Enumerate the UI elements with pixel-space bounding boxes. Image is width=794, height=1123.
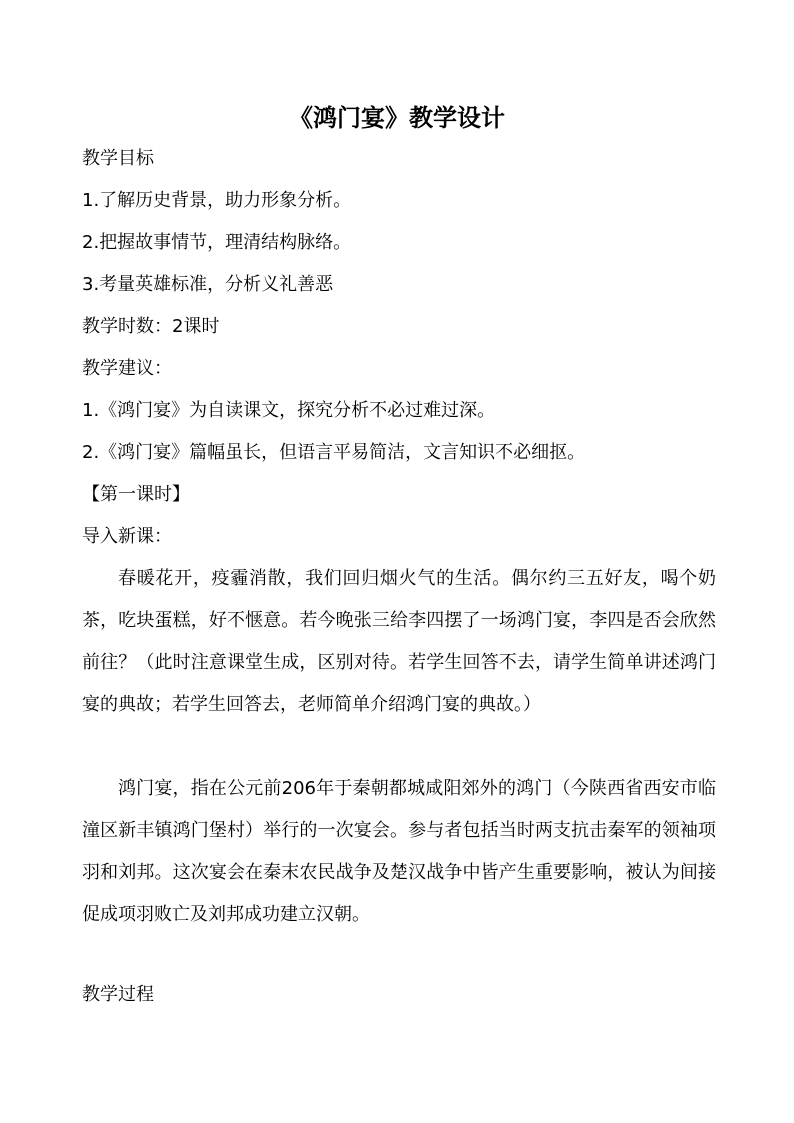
suggestion-item-1: 1.《鸿门宴》为自读课文，探究分析不必过难过深。	[82, 400, 496, 421]
history-paragraph: 鸿门宴，指在公元前206年于秦朝都城咸阳郊外的鸿门（今陕西省西安市临潼区新丰镇鸿门堡村）举行的一次宴会。参与者包括当时两支抗击秦军的领袖项羽和刘邦。这次宴会在秦末农民战争及楚汉战争中皆产生重要影响，被认为间接促成项羽败亡及刘邦成功建立汉朝。	[82, 778, 716, 925]
process-heading: 教学过程	[82, 984, 154, 1005]
objective-item-2: 2.把握故事情节，理清结构脉络。	[82, 232, 352, 253]
suggestion-item-2: 2.《鸿门宴》篇幅虽长，但语言平易简洁，文言知识不必细抠。	[82, 442, 586, 463]
intro-paragraph: 春暖花开，疫霾消散，我们回归烟火气的生活。偶尔约三五好友，喝个奶茶，吃块蛋糕，好不惬意。若今晚张三给李四摆了一场鸿门宴，李四是否会欣然前往？（此时注意课堂生成，区别对待。若学生回答不去，请学生简单讲述鸿门宴的典故；若学生回答去，老师简单介绍鸿门宴的典故。）	[82, 568, 716, 715]
document-title: 《鸿门宴》教学设计	[289, 104, 505, 132]
objectives-heading: 教学目标	[82, 148, 154, 169]
teaching-hours: 教学时数：2课时	[82, 316, 220, 337]
intro-heading: 导入新课：	[82, 526, 172, 547]
suggestions-heading: 教学建议：	[82, 358, 172, 379]
lesson-label: 【第一课时】	[82, 484, 190, 505]
objective-item-1: 1.了解历史背景，助力形象分析。	[82, 190, 352, 211]
objective-item-3: 3.考量英雄标准，分析义礼善恶	[82, 274, 334, 295]
